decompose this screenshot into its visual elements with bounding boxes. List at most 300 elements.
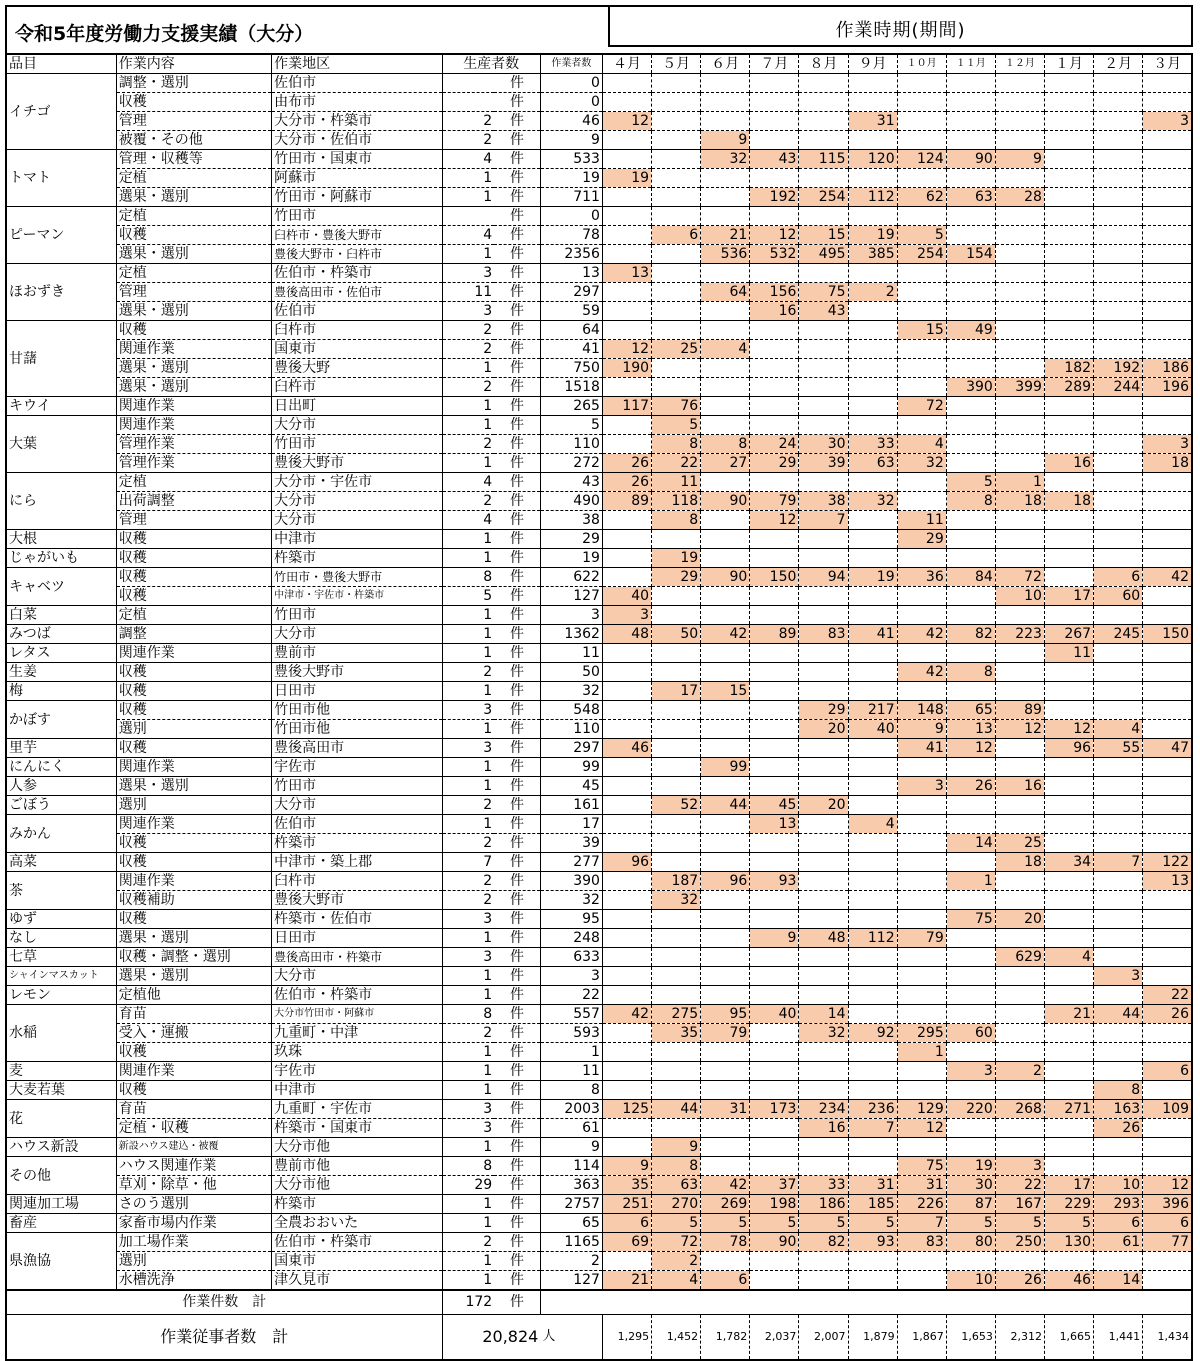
month-value: 99 xyxy=(701,758,750,777)
work-content: 関連作業 xyxy=(116,416,271,435)
worker-count: 64 xyxy=(540,321,602,340)
work-content: 収穫 xyxy=(116,568,271,587)
month-value xyxy=(799,739,848,758)
month-value xyxy=(1094,169,1143,188)
month-value: 31 xyxy=(848,1176,897,1195)
item-name: 茶 xyxy=(6,872,116,910)
month-value xyxy=(701,1138,750,1157)
month-value xyxy=(1044,986,1093,1005)
month-value xyxy=(1044,815,1093,834)
month-value xyxy=(1044,340,1093,359)
workers-total-value: 20,824 xyxy=(442,1314,540,1360)
month-value xyxy=(1094,245,1143,264)
month-value xyxy=(602,207,651,226)
month-value xyxy=(897,948,946,967)
header-workers: 作業者数 xyxy=(540,54,602,74)
month-value xyxy=(995,416,1044,435)
month-value: 28 xyxy=(995,188,1044,207)
month-value: 4 xyxy=(1094,720,1143,739)
work-content: 選果・選別 xyxy=(116,245,271,264)
worker-count: 99 xyxy=(540,758,602,777)
month-value: 234 xyxy=(799,1100,848,1119)
table-row xyxy=(6,777,1192,796)
worker-count: 533 xyxy=(540,150,602,169)
month-value xyxy=(701,473,750,492)
table-row xyxy=(6,1081,1192,1100)
work-content: 管理 xyxy=(116,511,271,530)
month-value: 13 xyxy=(750,815,799,834)
item-name: 麦 xyxy=(6,1062,116,1081)
month-value xyxy=(750,378,799,397)
work-content: 選果・選別 xyxy=(116,777,271,796)
producer-count: 8 xyxy=(442,1005,494,1024)
work-area: 中津市・宇佐市・杵築市 xyxy=(272,587,442,606)
work-content: 収穫 xyxy=(116,701,271,720)
month-value: 18 xyxy=(1143,454,1192,473)
monthly-total: 1,452 xyxy=(652,1314,701,1360)
month-value xyxy=(602,910,651,929)
work-area: 大分市他 xyxy=(272,1138,442,1157)
month-value: 18 xyxy=(1044,492,1093,511)
month-value xyxy=(848,530,897,549)
month-value xyxy=(701,93,750,112)
work-content: 選別 xyxy=(116,796,271,815)
month-value: 43 xyxy=(750,150,799,169)
month-value xyxy=(750,834,799,853)
month-value: 5 xyxy=(946,473,995,492)
month-value xyxy=(897,112,946,131)
month-value xyxy=(1143,606,1192,625)
month-value: 9 xyxy=(750,929,799,948)
month-value xyxy=(1094,530,1143,549)
month-value xyxy=(750,967,799,986)
table-row xyxy=(6,739,1192,758)
month-value xyxy=(1143,492,1192,511)
producer-unit: 件 xyxy=(494,416,540,435)
month-value: 148 xyxy=(897,701,946,720)
worker-count: 557 xyxy=(540,1005,602,1024)
month-value xyxy=(1044,1081,1093,1100)
month-value xyxy=(995,644,1044,663)
month-value xyxy=(946,416,995,435)
month-value xyxy=(652,853,701,872)
producer-unit: 件 xyxy=(494,815,540,834)
month-value xyxy=(1094,1252,1143,1271)
month-value: 35 xyxy=(602,1176,651,1195)
header-month: ８月 xyxy=(799,54,848,74)
work-area: 竹田市 xyxy=(272,606,442,625)
producer-unit: 件 xyxy=(494,929,540,948)
month-value xyxy=(602,1043,651,1062)
month-value: 52 xyxy=(652,796,701,815)
month-value xyxy=(799,1081,848,1100)
work-area: 佐伯市 xyxy=(272,815,442,834)
month-value xyxy=(1094,1043,1143,1062)
month-value xyxy=(602,530,651,549)
month-value xyxy=(897,853,946,872)
month-value xyxy=(1143,1252,1192,1271)
month-value: 7 xyxy=(848,1119,897,1138)
month-value: 495 xyxy=(799,245,848,264)
work-content: 受入・運搬 xyxy=(116,1024,271,1043)
work-area: 豊前市他 xyxy=(272,1157,442,1176)
producer-unit: 件 xyxy=(494,245,540,264)
month-value xyxy=(1044,530,1093,549)
month-value xyxy=(897,492,946,511)
month-value xyxy=(799,340,848,359)
results-sheet xyxy=(5,5,1193,1357)
table-row xyxy=(6,1214,1192,1233)
producer-count: 1 xyxy=(442,245,494,264)
table-row xyxy=(6,701,1192,720)
month-value xyxy=(848,587,897,606)
work-content: 管理・収穫等 xyxy=(116,150,271,169)
month-value: 532 xyxy=(750,245,799,264)
month-value xyxy=(897,758,946,777)
month-value xyxy=(1044,777,1093,796)
month-value: 270 xyxy=(652,1195,701,1214)
cases-total-unit: 件 xyxy=(494,1290,540,1314)
month-value xyxy=(1094,188,1143,207)
item-name: キウイ xyxy=(6,397,116,416)
month-value xyxy=(652,131,701,150)
month-value xyxy=(1044,416,1093,435)
month-value: 2 xyxy=(848,283,897,302)
month-value xyxy=(946,1119,995,1138)
month-value xyxy=(652,967,701,986)
month-value xyxy=(799,663,848,682)
month-value xyxy=(799,1157,848,1176)
work-content: ハウス関連作業 xyxy=(116,1157,271,1176)
month-value xyxy=(897,606,946,625)
table-row xyxy=(6,112,1192,131)
month-value: 19 xyxy=(946,1157,995,1176)
work-area: 日出町 xyxy=(272,397,442,416)
month-value xyxy=(946,207,995,226)
month-value xyxy=(750,112,799,131)
work-content: 収穫 xyxy=(116,530,271,549)
month-value xyxy=(1044,150,1093,169)
month-value: 82 xyxy=(946,625,995,644)
month-value: 34 xyxy=(1044,853,1093,872)
month-value xyxy=(652,986,701,1005)
month-value: 80 xyxy=(946,1233,995,1252)
worker-count: 17 xyxy=(540,815,602,834)
month-value xyxy=(1143,1271,1192,1291)
month-value xyxy=(897,1252,946,1271)
worker-count: 95 xyxy=(540,910,602,929)
work-content: 収穫 xyxy=(116,226,271,245)
month-value xyxy=(1143,150,1192,169)
producer-unit: 件 xyxy=(494,530,540,549)
month-value xyxy=(652,720,701,739)
month-value: 16 xyxy=(799,1119,848,1138)
month-value xyxy=(652,1062,701,1081)
month-value xyxy=(602,1119,651,1138)
worker-count: 390 xyxy=(540,872,602,891)
title-box xyxy=(5,5,608,53)
monthly-total: 2,037 xyxy=(750,1314,799,1360)
month-value: 26 xyxy=(1094,1119,1143,1138)
month-value: 12 xyxy=(602,340,651,359)
work-area: 佐伯市・杵築市 xyxy=(272,986,442,1005)
month-value xyxy=(1094,283,1143,302)
month-value: 37 xyxy=(750,1176,799,1195)
month-value xyxy=(1044,891,1093,910)
month-value xyxy=(1094,872,1143,891)
month-value xyxy=(701,853,750,872)
month-value xyxy=(1143,1024,1192,1043)
month-value xyxy=(897,967,946,986)
table-row xyxy=(6,473,1192,492)
month-value: 7 xyxy=(799,511,848,530)
producer-unit: 件 xyxy=(494,967,540,986)
month-value: 2 xyxy=(995,1062,1044,1081)
work-content: 収穫 xyxy=(116,1043,271,1062)
monthly-total: 1,867 xyxy=(897,1314,946,1360)
month-value: 5 xyxy=(750,1214,799,1233)
month-value xyxy=(1094,834,1143,853)
month-value: 399 xyxy=(995,378,1044,397)
month-value: 115 xyxy=(799,150,848,169)
month-value: 12 xyxy=(750,226,799,245)
month-value xyxy=(602,929,651,948)
month-value: 40 xyxy=(848,720,897,739)
work-content: 関連作業 xyxy=(116,872,271,891)
month-value xyxy=(602,834,651,853)
month-value xyxy=(897,910,946,929)
work-content: 被覆・その他 xyxy=(116,131,271,150)
work-area: 杵築市 xyxy=(272,1195,442,1214)
month-value xyxy=(701,264,750,283)
worker-count: 38 xyxy=(540,511,602,530)
table-row xyxy=(6,625,1192,644)
table-row xyxy=(6,169,1192,188)
producer-unit: 件 xyxy=(494,1176,540,1195)
table-row xyxy=(6,93,1192,112)
month-value: 8 xyxy=(1094,1081,1143,1100)
month-value: 15 xyxy=(897,321,946,340)
month-value xyxy=(1143,1043,1192,1062)
month-value: 10 xyxy=(946,1271,995,1291)
producer-count: 1 xyxy=(442,815,494,834)
worker-count: 29 xyxy=(540,530,602,549)
month-value: 16 xyxy=(1044,454,1093,473)
work-content: 収穫 xyxy=(116,321,271,340)
work-area: 大分市 xyxy=(272,796,442,815)
month-value: 1 xyxy=(995,473,1044,492)
producer-unit: 件 xyxy=(494,1195,540,1214)
month-value: 12 xyxy=(897,1119,946,1138)
month-value: 89 xyxy=(602,492,651,511)
month-value: 269 xyxy=(701,1195,750,1214)
month-value xyxy=(995,1081,1044,1100)
month-value: 112 xyxy=(848,929,897,948)
producer-count: 4 xyxy=(442,511,494,530)
work-area: 竹田市 xyxy=(272,777,442,796)
month-value xyxy=(1143,815,1192,834)
month-value xyxy=(897,834,946,853)
work-area: 中津市 xyxy=(272,1081,442,1100)
month-value xyxy=(799,1271,848,1291)
month-value xyxy=(1044,758,1093,777)
month-value: 6 xyxy=(1143,1062,1192,1081)
month-value: 79 xyxy=(897,929,946,948)
month-value: 84 xyxy=(946,568,995,587)
month-value: 226 xyxy=(897,1195,946,1214)
month-value xyxy=(602,815,651,834)
month-value xyxy=(1094,815,1143,834)
month-value xyxy=(602,568,651,587)
month-value: 90 xyxy=(750,1233,799,1252)
month-value xyxy=(1094,416,1143,435)
producer-unit: 件 xyxy=(494,340,540,359)
month-value xyxy=(897,283,946,302)
work-content: 収穫補助 xyxy=(116,891,271,910)
month-value xyxy=(946,131,995,150)
month-value xyxy=(848,834,897,853)
month-value xyxy=(1044,910,1093,929)
table-row xyxy=(6,511,1192,530)
work-content: 関連作業 xyxy=(116,815,271,834)
table-row xyxy=(6,131,1192,150)
month-value xyxy=(995,397,1044,416)
work-content: 加工場作業 xyxy=(116,1233,271,1252)
month-value xyxy=(995,986,1044,1005)
month-value xyxy=(995,549,1044,568)
month-value xyxy=(897,682,946,701)
month-value xyxy=(1143,207,1192,226)
month-value xyxy=(1044,1119,1093,1138)
work-area: 杵築市 xyxy=(272,834,442,853)
month-value xyxy=(750,74,799,93)
work-content: 定植 xyxy=(116,169,271,188)
month-value xyxy=(750,1157,799,1176)
month-value xyxy=(1094,948,1143,967)
month-value xyxy=(750,891,799,910)
month-value: 16 xyxy=(995,777,1044,796)
month-value xyxy=(701,986,750,1005)
month-value: 8 xyxy=(946,663,995,682)
table-row xyxy=(6,948,1192,967)
month-value: 76 xyxy=(652,397,701,416)
producer-count xyxy=(442,93,494,112)
worker-count: 9 xyxy=(540,131,602,150)
month-value xyxy=(946,302,995,321)
month-value xyxy=(1143,777,1192,796)
month-value: 117 xyxy=(602,397,651,416)
month-value xyxy=(946,606,995,625)
month-value xyxy=(652,169,701,188)
work-area: 宇佐市 xyxy=(272,758,442,777)
month-value: 13 xyxy=(946,720,995,739)
item-name: 里芋 xyxy=(6,739,116,758)
month-value xyxy=(1143,796,1192,815)
page-title: 令和5年度労働力支援実績（大分） xyxy=(15,23,314,45)
month-value: 32 xyxy=(848,492,897,511)
month-value: 22 xyxy=(652,454,701,473)
month-value xyxy=(1094,1024,1143,1043)
month-value: 4 xyxy=(897,435,946,454)
month-value: 15 xyxy=(701,682,750,701)
month-value xyxy=(602,302,651,321)
month-value xyxy=(946,511,995,530)
month-value xyxy=(701,302,750,321)
month-value xyxy=(897,796,946,815)
month-value xyxy=(995,226,1044,245)
month-value xyxy=(602,321,651,340)
month-value: 254 xyxy=(799,188,848,207)
month-value: 4 xyxy=(1044,948,1093,967)
month-value xyxy=(1143,397,1192,416)
table-row xyxy=(6,359,1192,378)
worker-count: 127 xyxy=(540,1271,602,1291)
month-value: 124 xyxy=(897,150,946,169)
table-row xyxy=(6,302,1192,321)
work-area: 大分市 xyxy=(272,492,442,511)
month-value: 9 xyxy=(897,720,946,739)
month-value xyxy=(799,777,848,796)
month-value: 33 xyxy=(848,435,897,454)
worker-count: 59 xyxy=(540,302,602,321)
month-value xyxy=(1094,929,1143,948)
producer-count: 1 xyxy=(442,682,494,701)
month-value: 251 xyxy=(602,1195,651,1214)
month-value: 25 xyxy=(995,834,1044,853)
month-value xyxy=(799,682,848,701)
item-name: じゃがいも xyxy=(6,549,116,568)
work-area: 中津市・築上郡 xyxy=(272,853,442,872)
month-value xyxy=(799,112,848,131)
month-value xyxy=(1143,283,1192,302)
month-value xyxy=(1094,644,1143,663)
work-area: 杵築市・佐伯市 xyxy=(272,910,442,929)
monthly-total: 2,007 xyxy=(799,1314,848,1360)
month-value: 3 xyxy=(1094,967,1143,986)
month-value: 45 xyxy=(750,796,799,815)
month-value xyxy=(995,967,1044,986)
month-value xyxy=(750,1271,799,1291)
month-value: 6 xyxy=(1143,1214,1192,1233)
month-value: 4 xyxy=(701,340,750,359)
month-value xyxy=(946,853,995,872)
worker-count: 2757 xyxy=(540,1195,602,1214)
month-value: 3 xyxy=(1143,112,1192,131)
month-value xyxy=(1094,264,1143,283)
table-row xyxy=(6,568,1192,587)
month-value xyxy=(848,796,897,815)
month-value: 72 xyxy=(652,1233,701,1252)
item-name: ごぼう xyxy=(6,796,116,815)
header-row xyxy=(6,54,1192,74)
month-value: 42 xyxy=(701,1176,750,1195)
month-value xyxy=(897,1081,946,1100)
month-value xyxy=(652,834,701,853)
month-value xyxy=(602,131,651,150)
month-value xyxy=(1094,986,1143,1005)
producer-count: 1 xyxy=(442,606,494,625)
work-content: 選果・選別 xyxy=(116,967,271,986)
month-value xyxy=(799,948,848,967)
month-value xyxy=(750,701,799,720)
month-value xyxy=(602,986,651,1005)
worker-count: 2 xyxy=(540,1252,602,1271)
month-value xyxy=(799,986,848,1005)
producer-count: 3 xyxy=(442,1119,494,1138)
month-value xyxy=(701,378,750,397)
table-row xyxy=(6,1233,1192,1252)
item-name: ほおずき xyxy=(6,264,116,321)
